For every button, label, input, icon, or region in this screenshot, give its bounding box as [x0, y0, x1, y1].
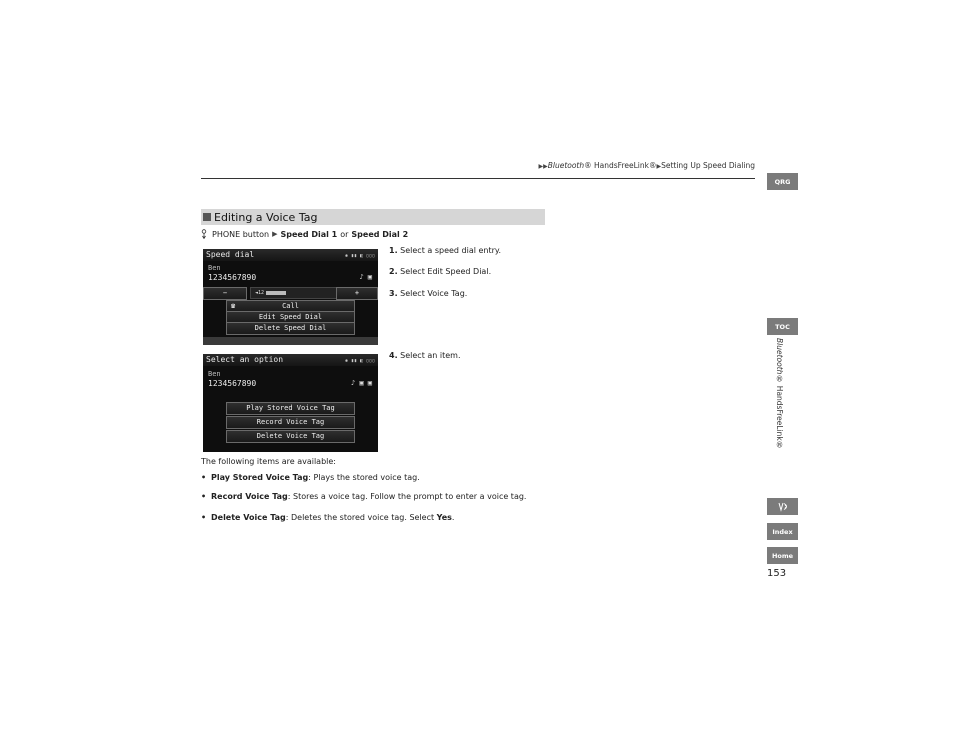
list-item: • Delete Voice Tag: Deletes the stored voice tag. Select Yes. — [201, 513, 455, 522]
step-4: 4. Select an item. — [389, 351, 461, 360]
contact-number: 1234567890 — [208, 273, 257, 282]
chapter-tab-label: Bluetooth® HandsFreeLink® — [775, 338, 784, 450]
path-arrow-icon: ▶ — [272, 230, 278, 238]
step-3: 3. Select Voice Tag. — [389, 289, 468, 298]
screen-footer — [203, 337, 378, 345]
phone-icon: ☎ — [231, 302, 236, 310]
phone-voice-icon — [777, 501, 789, 512]
delete-speed-dial-button[interactable]: Delete Speed Dial — [226, 322, 355, 335]
voice-tag-icon: ♪ ▣ — [359, 273, 372, 281]
bullet-icon: • — [201, 473, 207, 482]
nav-chapter-button[interactable] — [767, 498, 798, 515]
nav-qrg-button[interactable]: QRG — [767, 173, 798, 190]
list-item: • Play Stored Voice Tag: Plays the stored voice tag. — [201, 473, 420, 482]
voice-tag-icon: ♪ ▣ ▣ — [350, 379, 372, 387]
status-indicators-icon: ✱ ▮▮ ◧ ▯▯▯ — [344, 253, 375, 259]
breadcrumb — [538, 161, 755, 170]
breadcrumb-part[interactable]: ® HandsFreeLink® — [584, 161, 657, 170]
status-indicators-icon: ✱ ▮▮ ◧ ▯▯▯ — [344, 358, 375, 364]
select-option-screen — [203, 354, 378, 452]
heading-square-icon — [203, 213, 211, 221]
record-voice-tag-button[interactable]: Record Voice Tag — [226, 416, 355, 429]
breadcrumb-arrow-icon: ▶▶ — [538, 163, 548, 170]
list-item: • Record Voice Tag: Stores a voice tag. Follow the prompt to enter a voice tag. — [201, 492, 527, 501]
breadcrumb-part[interactable]: Bluetooth — [547, 161, 585, 170]
step-1: 1. Select a speed dial entry. — [389, 246, 502, 255]
header-rule — [201, 178, 755, 179]
nav-index-button[interactable]: Index — [767, 523, 798, 540]
edit-speed-dial-button[interactable]: Edit Speed Dial — [226, 311, 355, 324]
available-intro: The following items are available: — [201, 457, 336, 466]
contact-name: Ben — [208, 370, 221, 378]
play-stored-voice-tag-button[interactable]: Play Stored Voice Tag — [226, 402, 355, 415]
volume-bar: ◄12 — [250, 287, 341, 299]
volume-up-button[interactable]: + — [336, 287, 378, 300]
breadcrumb-arrow-icon: ▶ — [656, 163, 662, 170]
voice-command-icon — [201, 229, 209, 239]
screen-title-bar: Speed dial ✱ ▮▮ ◧ ▯▯▯ — [203, 249, 378, 261]
section-heading — [201, 209, 545, 225]
call-button[interactable]: ☎ Call — [226, 300, 355, 313]
operation-path: PHONE button ▶ Speed Dial 1 or Speed Dial 2 — [201, 229, 408, 239]
bullet-icon: • — [201, 513, 207, 522]
nav-home-button[interactable]: Home — [767, 547, 798, 564]
step-2: 2. Select Edit Speed Dial. — [389, 267, 492, 276]
screen-title-bar: Select an option ✱ ▮▮ ◧ ▯▯▯ — [203, 354, 378, 366]
delete-voice-tag-button[interactable]: Delete Voice Tag — [226, 430, 355, 443]
contact-name: Ben — [208, 264, 221, 272]
nav-toc-button[interactable]: TOC — [767, 318, 798, 335]
speed-dial-screen — [203, 249, 378, 345]
section-title: Editing a Voice Tag — [214, 210, 318, 224]
bullet-icon: • — [201, 492, 207, 501]
breadcrumb-part[interactable]: Setting Up Speed Dialing — [661, 161, 755, 170]
page-number: 153 — [767, 568, 787, 579]
contact-number: 1234567890 — [208, 379, 257, 388]
volume-down-button[interactable]: − — [203, 287, 247, 300]
